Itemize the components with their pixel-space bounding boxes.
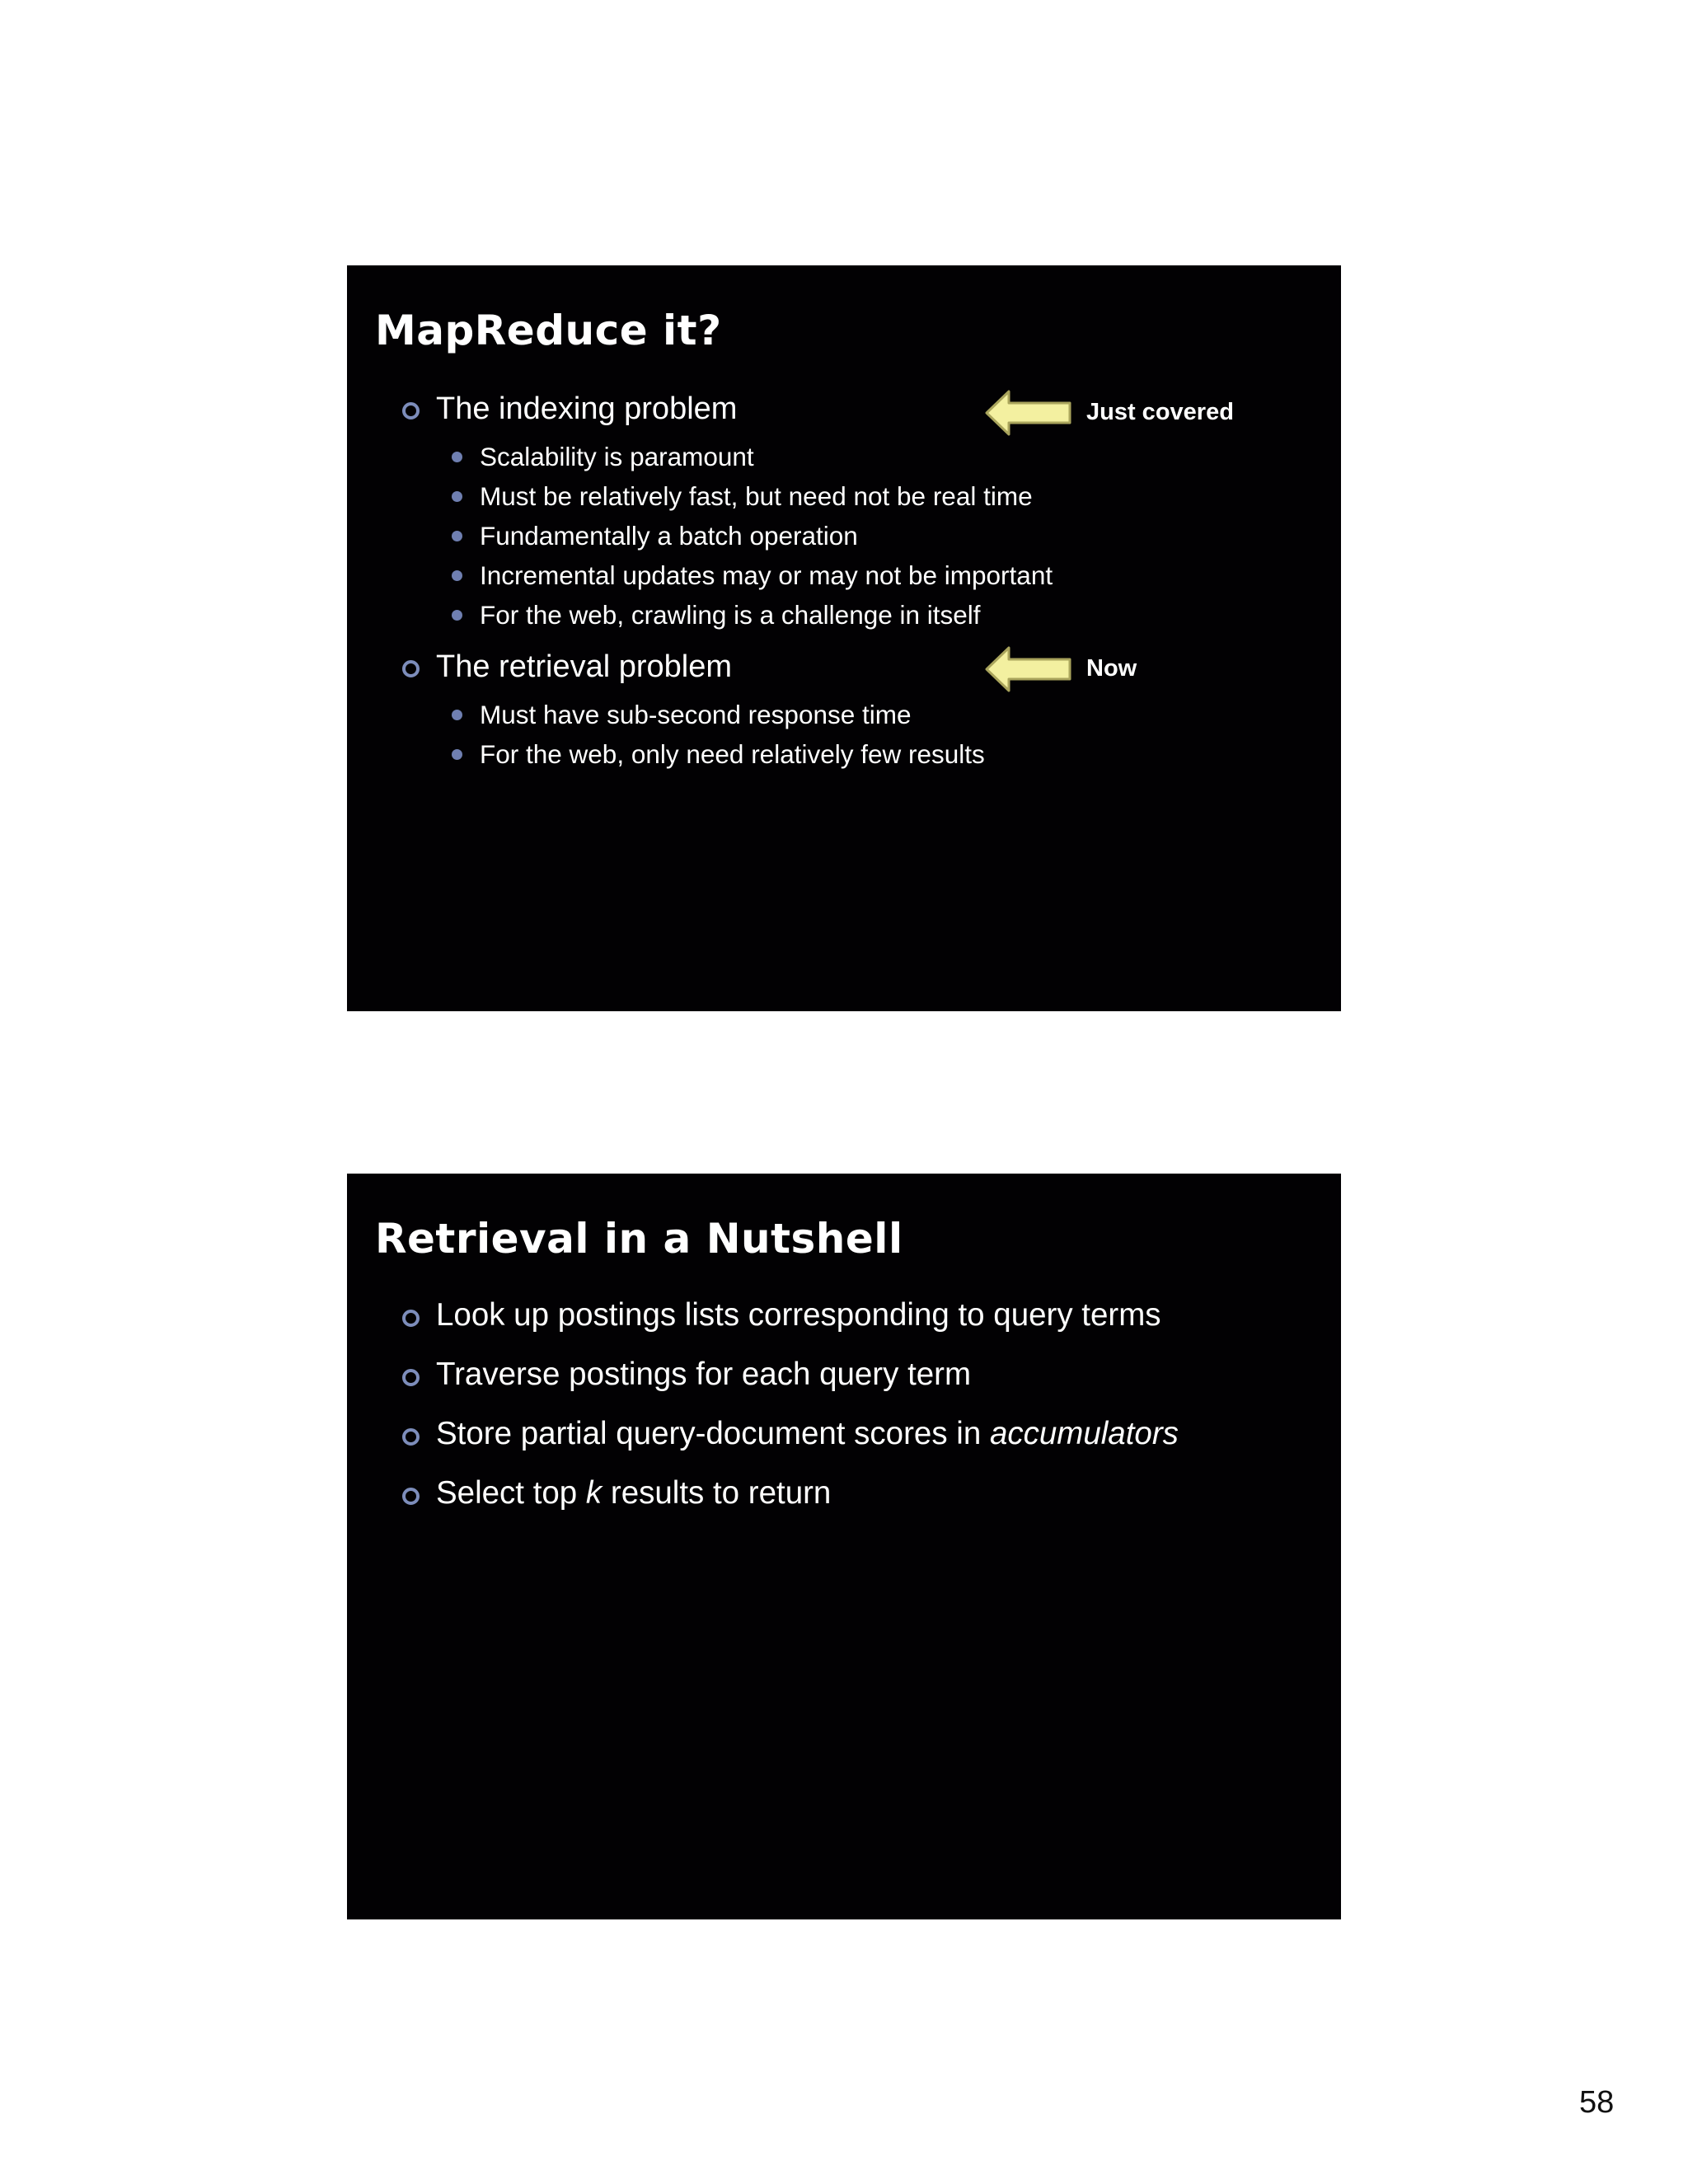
sub-bullet-item: Must be relatively fast, but need not be real time	[480, 481, 1033, 511]
left-arrow-icon	[984, 389, 1075, 437]
sub-bullet-item: Fundamentally a batch operation	[480, 521, 858, 551]
bullet-item: Look up postings lists corresponding to query terms	[436, 1297, 1161, 1333]
sub-bullet-item: Incremental updates may or may not be important	[480, 560, 1053, 590]
bullet-item: The indexing problem	[436, 391, 738, 426]
callout-just-covered: Just covered	[1086, 399, 1234, 425]
dot-bullet-icon	[452, 570, 462, 581]
slide-retrieval-in-a-nutshell	[347, 1174, 1341, 1919]
dot-bullet-icon	[452, 610, 462, 621]
hollow-bullet-icon	[402, 1428, 420, 1446]
dot-bullet-icon	[452, 531, 462, 541]
bullet-text: results to return	[602, 1475, 832, 1511]
hollow-bullet-icon	[402, 660, 420, 677]
hollow-bullet-icon	[402, 1310, 420, 1327]
dot-bullet-icon	[452, 710, 462, 720]
bullet-item: The retrieval problem	[436, 649, 733, 684]
emphasis-text: accumulators	[989, 1416, 1179, 1451]
bullet-item: Traverse postings for each query term	[436, 1357, 972, 1392]
slide-title: Retrieval in a Nutshell	[375, 1215, 903, 1263]
hollow-bullet-icon	[402, 402, 420, 419]
dot-bullet-icon	[452, 749, 462, 760]
bullet-text: Store partial query-document scores in	[436, 1416, 990, 1451]
slide-mapreduce-it	[347, 265, 1341, 1011]
bullet-item	[436, 1418, 1179, 1451]
bullet-item	[436, 1475, 832, 1511]
bullet-text: Select top	[436, 1475, 586, 1511]
dot-bullet-icon	[452, 491, 462, 502]
hollow-bullet-icon	[402, 1369, 420, 1386]
hollow-bullet-icon	[402, 1488, 420, 1505]
sub-bullet-item: For the web, crawling is a challenge in itself	[480, 600, 981, 630]
slide-title: MapReduce it?	[375, 307, 722, 354]
left-arrow-icon	[984, 645, 1075, 693]
sub-bullet-item: Must have sub-second response time	[480, 700, 912, 729]
page-number: 58	[1579, 2085, 1615, 2120]
sub-bullet-item: Scalability is paramount	[480, 442, 754, 471]
sub-bullet-item: For the web, only need relatively few results	[480, 739, 985, 769]
callout-now: Now	[1086, 655, 1137, 682]
emphasis-text: k	[585, 1475, 603, 1511]
dot-bullet-icon	[452, 452, 462, 462]
